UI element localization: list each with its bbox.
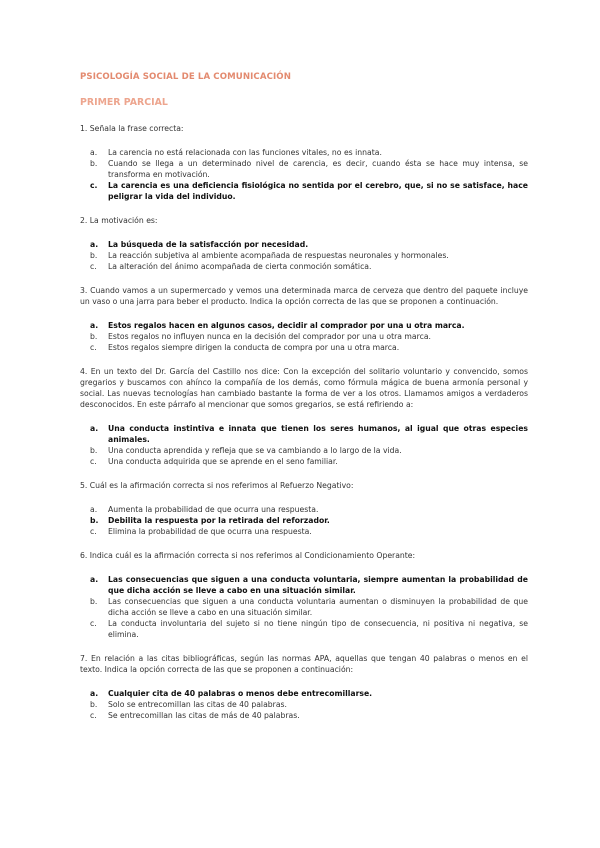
option-marker: b.: [90, 446, 98, 455]
option-text: Las consecuencias que siguen a una conducta voluntaria, siempre aumentan la probabilidad de que dicha acción se lleve a cabo en una situación similar.: [108, 575, 528, 595]
question-3: 3. Cuando vamos a un supermercado y vemos una determinada marca de cerveza que dentro del paquete incluye un vaso o una jarra para beber el producto. Indica la opción correcta de las que se proponen a continuación.: [80, 286, 528, 306]
option-text: La alteración del ánimo acompañada de cierta conmoción somática.: [108, 262, 372, 271]
option-text: La búsqueda de la satisfacción por necesidad.: [108, 240, 309, 249]
options-list-6: [80, 574, 528, 640]
question-7: 7. En relación a las citas bibliográficas, según las normas APA, aquellas que tengan 40 palabras o menos en el texto. Indica la opción correcta de las que se proponen a continuación:: [80, 654, 528, 674]
option-marker: a.: [90, 240, 99, 249]
option-4b: [80, 445, 528, 456]
option-marker: a.: [90, 689, 99, 698]
options-list-2: [80, 239, 528, 272]
option-marker: a.: [90, 424, 99, 433]
option-marker: a.: [90, 575, 99, 584]
options-list-1: [80, 147, 528, 202]
option-marker: b.: [90, 332, 98, 341]
option-6b: [80, 596, 528, 618]
option-3b: [80, 331, 528, 342]
option-text: Debilita la respuesta por la retirada del reforzador.: [108, 516, 330, 525]
option-3c: [80, 342, 528, 353]
options-list-5: [80, 504, 528, 537]
option-5c: [80, 526, 528, 537]
option-text: Las consecuencias que siguen a una conducta voluntaria aumentan o disminuyen la probabilidad de que dicha acción se lleve a cabo en una situación similar.: [108, 597, 528, 617]
option-5a: [80, 504, 528, 515]
option-text: Estos regalos no influyen nunca en la decisión del comprador por una u otra marca.: [108, 332, 431, 341]
option-text: Solo se entrecomillan las citas de 40 palabras.: [108, 700, 287, 709]
option-marker: a.: [90, 321, 99, 330]
option-text: La carencia no está relacionada con las funciones vitales, no es innata.: [108, 148, 382, 157]
option-marker: c.: [90, 457, 97, 466]
option-7c: [80, 710, 528, 721]
option-text: Cualquier cita de 40 palabras o menos debe entrecomillarse.: [108, 689, 373, 698]
option-marker: b.: [90, 159, 98, 168]
option-2c: [80, 261, 528, 272]
option-marker: a.: [90, 148, 98, 157]
option-marker: a.: [90, 505, 98, 514]
option-text: Una conducta instintiva e innata que tienen los seres humanos, al igual que otras especies animales.: [108, 424, 528, 444]
option-marker: b.: [90, 700, 98, 709]
option-text: Se entrecomillan las citas de más de 40 palabras.: [108, 711, 300, 720]
option-text: La conducta involuntaria del sujeto si no tiene ningún tipo de consecuencia, ni positiva ni negativa, se elimina.: [108, 619, 528, 639]
option-text: Elimina la probabilidad de que ocurra una respuesta.: [108, 527, 312, 536]
options-list-4: [80, 423, 528, 467]
option-7b: [80, 699, 528, 710]
option-2a-correct: [80, 239, 528, 250]
question-5: 5. Cuál es la afirmación correcta si nos referimos al Refuerzo Negativo:: [80, 481, 354, 490]
option-text: La carencia es una deficiencia fisiológica no sentida por el cerebro, que, si no se satisface, hace peligrar la vida del individuo.: [108, 181, 528, 201]
question-1: 1. Señala la frase correcta:: [80, 124, 184, 133]
option-text: La reacción subjetiva al ambiente acompañada de respuestas neuronales y hormonales.: [108, 251, 449, 260]
option-6a-correct: [80, 574, 528, 596]
option-text: Estos regalos hacen en algunos casos, decidir al comprador por una u otra marca.: [108, 321, 465, 330]
option-7a-correct: [80, 688, 528, 699]
question-6: 6. Indica cuál es la afirmación correcta si nos referimos al Condicionamiento Operante:: [80, 551, 416, 560]
option-5b-correct: [80, 515, 528, 526]
option-1a: [80, 147, 528, 158]
option-marker: c.: [90, 527, 97, 536]
option-4c: [80, 456, 528, 467]
option-text: Aumenta la probabilidad de que ocurra una respuesta.: [108, 505, 319, 514]
option-text: Una conducta aprendida y refleja que se va cambiando a lo largo de la vida.: [108, 446, 402, 455]
option-1c-correct: [80, 180, 528, 202]
option-marker: b.: [90, 516, 99, 525]
options-list-3: [80, 320, 528, 353]
option-6c: [80, 618, 528, 640]
option-marker: b.: [90, 597, 98, 606]
options-list-7: [80, 688, 528, 721]
document-title: PSICOLOGÍA SOCIAL DE LA COMUNICACIÓN: [80, 72, 291, 82]
option-2b: [80, 250, 528, 261]
option-marker: c.: [90, 619, 97, 628]
option-text: Estos regalos siempre dirigen la conducta de compra por una u otra marca.: [108, 343, 400, 352]
option-marker: c.: [90, 711, 97, 720]
option-marker: c.: [90, 181, 98, 190]
option-1b: [80, 158, 528, 180]
question-4: 4. En un texto del Dr. García del Castillo nos dice: Con la excepción del solitario voluntario y convencido, somos gregarios y buscamos con ahínco la compañía de los demás, como fórmula mágica de buena armonía personal y social. Las nuevas tecnologías han cambiado bastante la forma de ver a los otros. Llamamos amigos a verdaderos desconocidos. En este párrafo al mencionar que somos gregarios, se está refiriendo a:: [80, 367, 528, 409]
document-subtitle: PRIMER PARCIAL: [80, 97, 168, 108]
option-text: Cuando se llega a un determinado nivel de carencia, es decir, cuando ésta se hace muy intensa, se transforma en motivación.: [108, 159, 528, 179]
option-3a-correct: [80, 320, 528, 331]
option-marker: c.: [90, 262, 97, 271]
option-marker: c.: [90, 343, 97, 352]
question-2: 2. La motivación es:: [80, 216, 158, 225]
option-text: Una conducta adquirida que se aprende en el seno familiar.: [108, 457, 338, 466]
option-marker: b.: [90, 251, 98, 260]
option-4a-correct: [80, 423, 528, 445]
document-content: [80, 72, 528, 734]
